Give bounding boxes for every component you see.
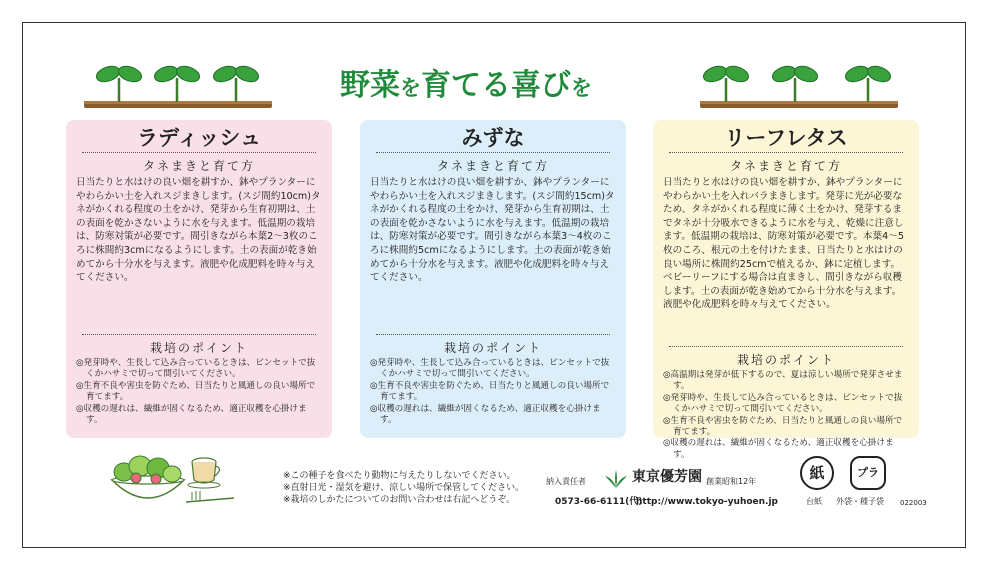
sprouts-right-illustration	[700, 58, 898, 110]
paper-recycle-label: 台紙	[806, 497, 822, 506]
point-item: ◎収穫の遅れは、繊維が固くなるため、適正収穫を心掛けます。	[370, 403, 601, 426]
panel-radish	[66, 120, 332, 438]
company-logo-icon	[603, 468, 629, 490]
points-block	[370, 334, 616, 426]
company-name: 東京優芳園	[632, 469, 702, 485]
panel-mizuna	[360, 120, 626, 438]
plastic-recycle-icon: プラ	[850, 456, 886, 490]
founded-text: 創業昭和12年	[706, 477, 757, 486]
points-block	[76, 334, 322, 426]
sowing-instructions: 日当たりと水はけの良い畑を耕すか、鉢やプランターにやわらかい土を入れスジまきします。(スジ間約10cm)タネがかくれる程度の土をかけ、発芽から生育初期は、土の表面を乾かさないように水を与えます。低温期の栽培は、防寒対策が必要です。間引きながら本葉2〜3枚のころに株間約3cmになるようにします。土の表面が乾き始めてから十分水を与えます。液肥や化成肥料を時々与えてください。	[76, 177, 321, 284]
phone-number: 0573-66-6111(代)	[555, 497, 643, 507]
points-block	[663, 346, 909, 461]
point-item: ◎生育不良や害虫を防ぐため、日当たりと風通しの良い場所で育てます。	[663, 415, 903, 438]
sprouts-left-illustration	[84, 58, 272, 110]
paper-recycle-icon: 紙	[800, 456, 834, 490]
point-item: ◎収穫の遅れは、繊維が固くなるため、適正収穫を心掛けます。	[663, 438, 894, 460]
website-url[interactable]: http://www.tokyo-yuhoen.jp	[636, 497, 778, 507]
section-heading-sowing: タネまきと育て方	[729, 159, 842, 173]
responsible-label: 納入責任者	[546, 477, 586, 486]
divider	[669, 346, 903, 347]
points-list	[370, 358, 616, 426]
point-item: ◎発芽時や、生長して込み合っているときは、ピンセットで抜くかハサミで切って間引いてください。	[76, 358, 316, 380]
panel-title: リーフレタス	[724, 126, 848, 150]
plastic-recycle-label: 外袋・種子袋	[836, 497, 884, 506]
panel-title: ラディッシュ	[137, 126, 261, 150]
point-item: ◎発芽時や、生長して込み合っているときは、ピンセットで抜くかハサミで切って間引いてください。	[663, 392, 903, 415]
section-heading-points: 栽培のポイント	[443, 341, 542, 355]
point-item: ◎生育不良や害虫を防ぐため、日当たりと風通しの良い場所で育てます。	[370, 380, 610, 403]
sowing-instructions: 日当たりと水はけの良い畑を耕すか、鉢やプランターにやわらかい土を入れバラまきします。発芽に光が必要なため、タネがかくれる程度に薄く土をかけ、発芽するまでタネが十分吸水できるように水を与え、乾燥に注意します。低温期の栽培は、防寒対策が必要です。本葉4〜5枚のころ、根元の土を付けたまま、日当たりと水はけの良い場所に株間約25cmで植えるか、鉢に定植します。ベビーリーフにする場合は直まきし、間引きながら収穫します。土の表面が乾き始めてから十分水を与えます。液肥や化成肥料を時々与えてください。	[663, 177, 904, 311]
section-heading-sowing: タネまきと育て方	[142, 159, 255, 173]
title-part-1: 野菜	[340, 68, 400, 103]
point-item: ◎発芽時や、生長して込み合っているときは、ピンセットで抜くかハサミで切って間引いてください。	[370, 358, 610, 380]
note-line: ※栽培のしかたについてのお問い合わせは右記へどうぞ。	[283, 495, 516, 505]
points-list	[76, 358, 322, 426]
point-item: ◎生育不良や害虫を防ぐため、日当たりと風通しの良い場所で育てます。	[76, 380, 316, 403]
point-item: ◎収穫の遅れは、繊維が固くなるため、適正収穫を心掛けます。	[76, 403, 307, 426]
note-line: ※この種子を食べたり動物に与えたりしないでください。	[283, 471, 516, 481]
divider	[82, 334, 316, 335]
divider	[669, 152, 903, 153]
divider	[376, 334, 610, 335]
divider	[376, 152, 610, 153]
section-heading-points: 栽培のポイント	[736, 353, 835, 367]
product-code: 022003	[900, 499, 927, 507]
note-line: ※直射日光・湿気を避け、涼しい場所で保管してください。	[283, 483, 525, 493]
divider	[82, 152, 316, 153]
footer-notes	[283, 470, 524, 506]
page-title	[340, 60, 670, 110]
salad-illustration	[108, 452, 243, 510]
title-part-4: を	[571, 75, 592, 100]
sowing-instructions: 日当たりと水はけの良い畑を耕すか、鉢やプランターにやわらかい土を入れスジまきします。(スジ間約15cm)タネがかくれる程度の土をかけ、発芽から生育初期は、土の表面を乾かさないように水を与えます。低温期の栽培は、防寒対策が必要です。間引きながら本葉3〜4枚のころに株間約5cmになるようにします。土の表面が乾き始めてから十分水を与えます。液肥や化成肥料を時々与えてください。	[370, 177, 615, 284]
point-item: ◎高温期は発芽が低下するので、夏は涼しい場所で発芽させます。	[663, 370, 903, 392]
title-part-3: 育てる喜び	[421, 68, 571, 103]
title-part-2: を	[400, 75, 421, 100]
section-heading-points: 栽培のポイント	[149, 341, 248, 355]
points-list	[663, 370, 909, 461]
panel-title: みずな	[461, 126, 525, 150]
section-heading-sowing: タネまきと育て方	[436, 159, 549, 173]
panel-leaf-lettuce	[653, 120, 919, 460]
